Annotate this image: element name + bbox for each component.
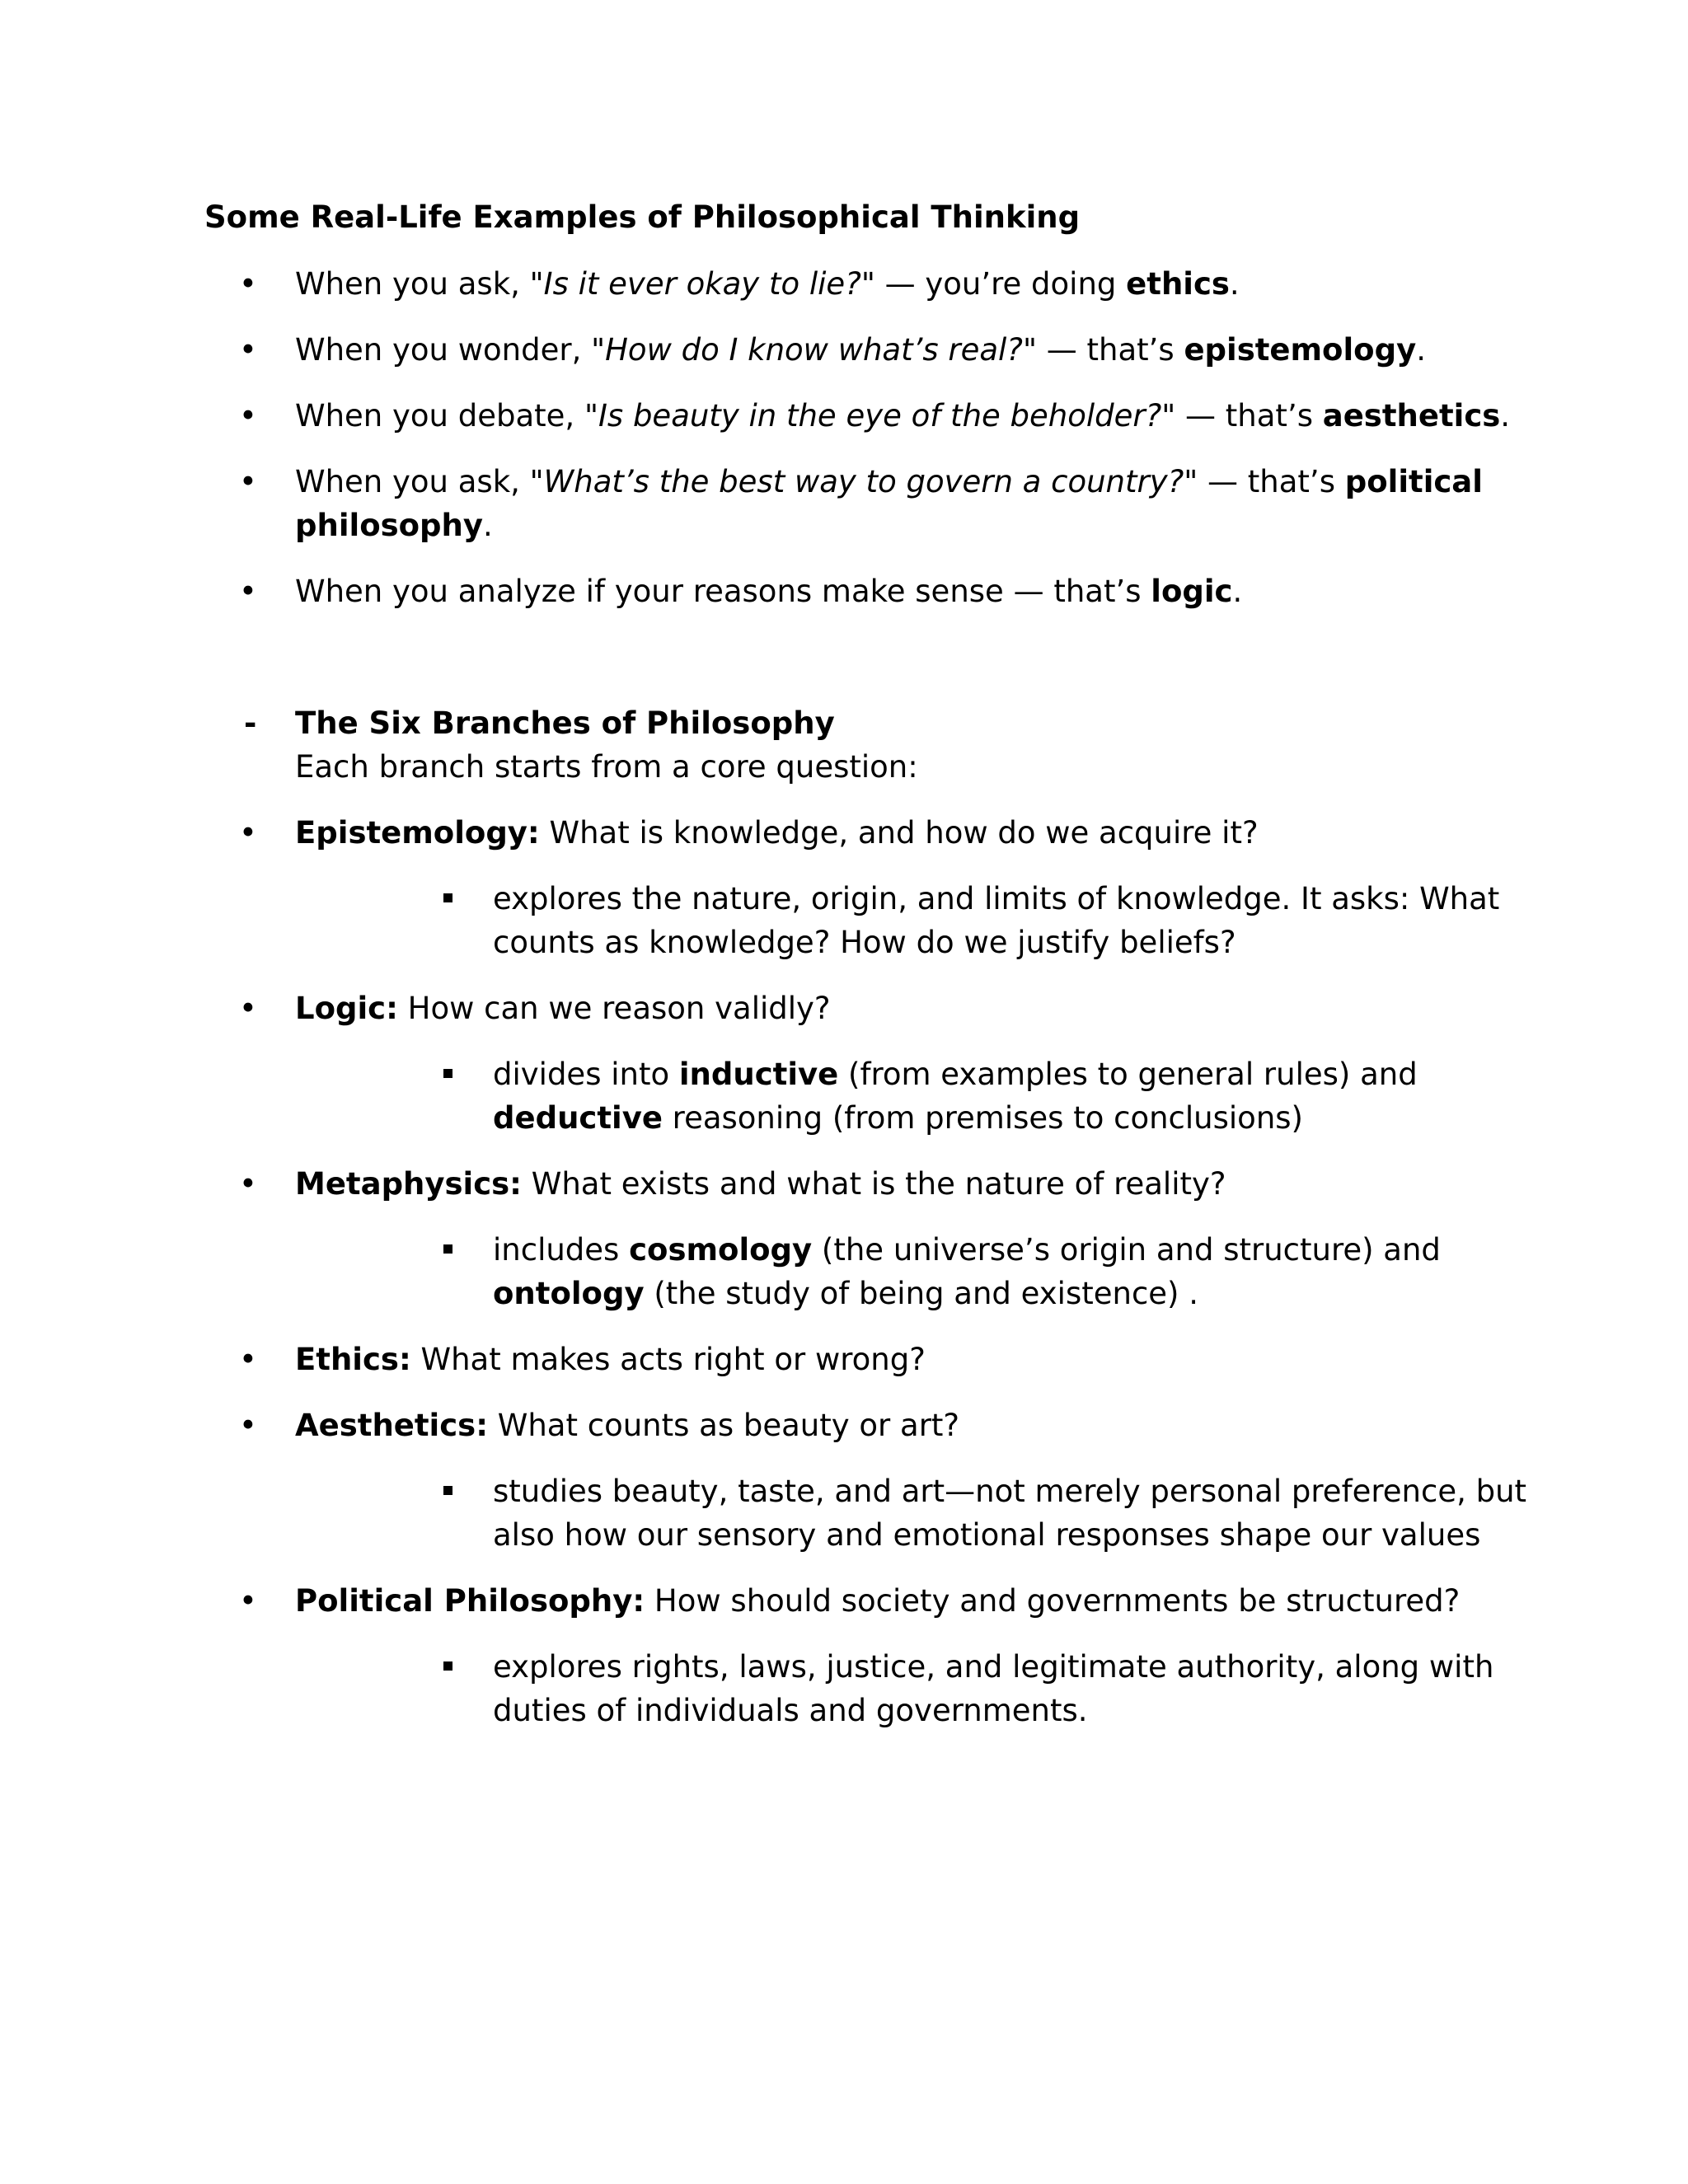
example-item-political-cont: philosophy.: [295, 508, 493, 543]
square-bullet-icon: [443, 1486, 452, 1495]
branch-epistemology-detail: explores the nature, origin, and limits of knowledge. It asks: What: [493, 881, 1500, 916]
branch-metaphysics-detail: includes cosmology (the universe’s origin and structure) and: [493, 1232, 1441, 1268]
branches-heading: The Six Branches of Philosophy: [295, 705, 835, 741]
square-bullet-icon: [443, 1244, 452, 1254]
branch-aesthetics: Aesthetics: What counts as beauty or art?: [295, 1408, 960, 1443]
branch-metaphysics-detail-cont: ontology (the study of being and existence) .: [493, 1276, 1199, 1311]
bullet-icon: •: [239, 1408, 257, 1443]
bullet-icon: •: [239, 1342, 257, 1377]
bullet-icon: •: [239, 574, 257, 609]
branch-political-detail-cont: duties of individuals and governments.: [493, 1693, 1088, 1728]
example-item-political: When you ask, "What’s the best way to govern a country?" — that’s political: [295, 464, 1483, 499]
branch-aesthetics-detail-cont: also how our sensory and emotional responses shape our values: [493, 1517, 1481, 1553]
square-bullet-icon: [443, 1661, 452, 1671]
bullet-icon: •: [239, 991, 257, 1026]
bullet-icon: •: [239, 815, 257, 851]
bullet-icon: •: [239, 266, 257, 302]
branch-logic-detail: divides into inductive (from examples to general rules) and: [493, 1057, 1418, 1092]
dash-marker: -: [244, 705, 257, 741]
branch-political-detail: explores rights, laws, justice, and legitimate authority, along with: [493, 1649, 1494, 1685]
branch-epistemology: Epistemology: What is knowledge, and how do we acquire it?: [295, 815, 1259, 851]
branch-logic: Logic: How can we reason validly?: [295, 991, 831, 1026]
square-bullet-icon: [443, 893, 452, 902]
bullet-icon: •: [239, 464, 257, 499]
branch-logic-detail-cont: deductive reasoning (from premises to conclusions): [493, 1100, 1303, 1136]
bullet-icon: •: [239, 398, 257, 434]
branch-epistemology-detail-cont: counts as knowledge? How do we justify beliefs?: [493, 925, 1236, 960]
branch-aesthetics-detail: studies beauty, taste, and art—not merely personal preference, but: [493, 1474, 1527, 1509]
branches-intro: Each branch starts from a core question:: [295, 749, 918, 785]
example-item-epistemology: When you wonder, "How do I know what’s real?" — that’s epistemology.: [295, 332, 1426, 368]
bullet-icon: •: [239, 332, 257, 368]
example-item-ethics: When you ask, "Is it ever okay to lie?" — you’re doing ethics.: [295, 266, 1240, 302]
branch-metaphysics: Metaphysics: What exists and what is the nature of reality?: [295, 1166, 1226, 1202]
examples-heading: Some Real-Life Examples of Philosophical Thinking: [204, 199, 1081, 235]
branch-political-philosophy: Political Philosophy: How should society and governments be structured?: [295, 1583, 1461, 1619]
square-bullet-icon: [443, 1069, 452, 1078]
bullet-icon: •: [239, 1583, 257, 1619]
bullet-icon: •: [239, 1166, 257, 1202]
branch-ethics: Ethics: What makes acts right or wrong?: [295, 1342, 926, 1377]
example-item-logic: When you analyze if your reasons make sense — that’s logic.: [295, 574, 1243, 609]
example-item-aesthetics: When you debate, "Is beauty in the eye of the beholder?" — that’s aesthetics.: [295, 398, 1511, 434]
